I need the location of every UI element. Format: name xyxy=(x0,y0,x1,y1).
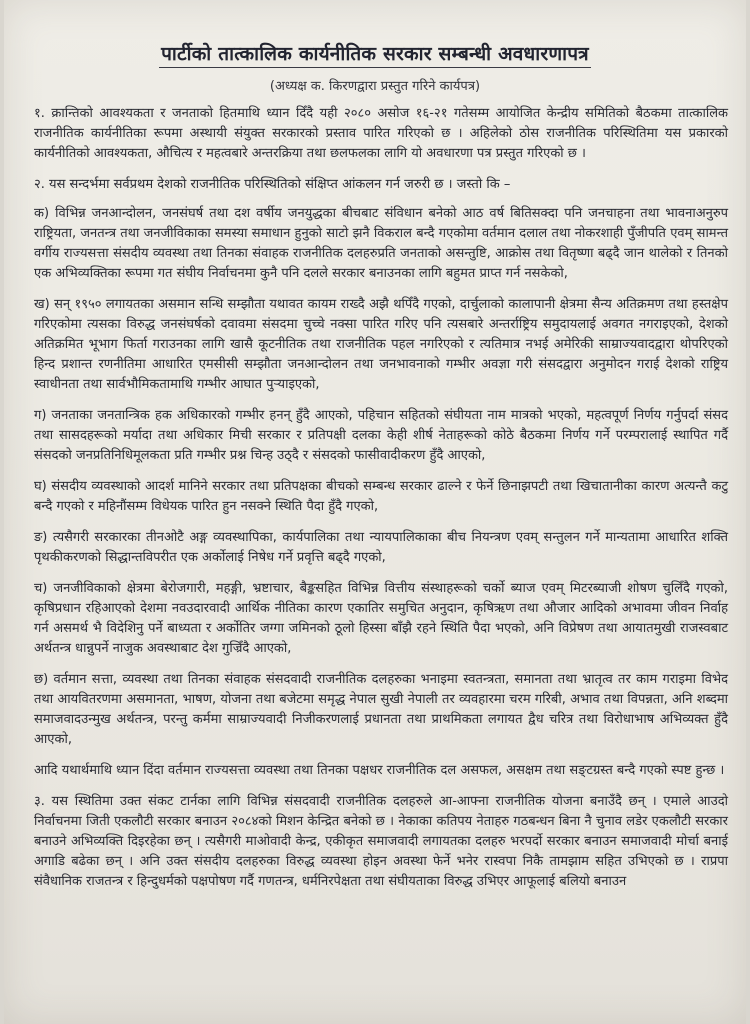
paragraph-gha: घ) संसदीय व्यवस्थाको आदर्श मानिने सरकार तथा प्रतिपक्षका बीचको सम्बन्ध सरकार ढाल्ने र फेर्ने छिनाझपटी तथा खिचातानीका कारण अत्यन्तै कटु बन्दै गएको र महिनौंसम्म विधेयक पारित हुन नसक्ने स्थिति पैदा हुँदै गएको, xyxy=(34,479,728,514)
paragraph-kha: ख) सन् १९५० लगायतका असमान सन्धि सम्झौता यथावत कायम राख्दै अझै थपिँदै गएको, दार्चुलाको कालापानी क्षेत्रमा सैन्य अतिक्रमण तथा हस्तक्षेप गरिएकोमा त्यसका विरुद्ध जनसंघर्षको दवावमा संसदमा चुच्चे नक्सा पारित गरिए पनि त्यसबारे अन्तर्राष्ट्रिय समुदायलाई अवगत नगराइएको, देशको अतिक्रमित भूभाग फिर्ता गराउनका लागि खासै कूटनीतिक तथा राजनीतिक पहल नगरिएको र त्यतिमात्र नभई अमेरिकी साम्राज्यवादद्वारा थोपरिएको हिन्द प्रशान्त रणनीतिमा आधारित एमसीसी सम्झौता जनआन्दोलन तथा जनभावनाको गम्भीर अवज्ञा गरी संसदद्वारा अनुमोदन गराई देशको राष्ट्रिय स्वाधीनता तथा सार्वभौमिकतामाथि गम्भीर आघात पुऱ्याइएको, xyxy=(34,297,728,392)
paragraph-1: १. क्रान्तिको आवश्यकता र जनताको हितमाथि ध्यान दिँदै यही २०८० असोज १६-२१ गतेसम्म आयोजित केन्द्रीय समितिको बैठकमा तात्कालिक राजनीतिक कार्यनीतिका रूपमा अस्थायी संयुक्त सरकारको प्रस्ताव पारित गरिएको छ । अहिलेको ठोस राजनीतिक परिस्थितिमा यस प्रकारको कार्यनीतिको आवश्यकता, औचित्य र महत्वबारे अन्तरक्रिया तथा छलफलका लागि यो अवधारणा पत्र प्रस्तुत गरिएको छ । xyxy=(34,106,728,161)
paragraph-2: २. यस सन्दर्भमा सर्वप्रथम देशको राजनीतिक परिस्थितिको संक्षिप्त आंकलन गर्न जरुरी छ । जस्तो कि – xyxy=(34,177,511,192)
paragraph-nga: ङ) त्यसैगरी सरकारका तीनओटै अङ्ग व्यवस्थापिका, कार्यपालिका तथा न्यायपालिकाका बीच नियन्त्रण एवम् सन्तुलन गर्ने मान्यतामा आधारित शक्ति पृथकीकरणको सिद्धान्तविपरीत एक अर्कोलाई निषेध गर्ने प्रवृत्ति बढ्दै गएको, xyxy=(34,530,728,565)
paragraph-conclusion: आदि यथार्थमाथि ध्यान दिंदा वर्तमान राज्यसत्ता व्यवस्था तथा तिनका पक्षधर राजनीतिक दल असफल, असक्षम तथा सङ्टग्रस्त बन्दै गएको स्पष्ट हुन्छ । xyxy=(34,763,725,778)
document-subtitle: (अध्यक्ष क. किरणद्वारा प्रस्तुत गरिने कार्यपत्र) xyxy=(269,79,481,94)
paragraph-ga: ग) जनताका जनतान्त्रिक हक अधिकारको गम्भीर हनन् हुँदै आएको, पहिचान सहितको संघीयता नाम मात्रको भएको, महत्वपूर्ण निर्णय गर्नुपर्दा संसद तथा सासदहरूको मर्यादा तथा अधिकार मिची सरकार र प्रतिपक्षी दलका केही शीर्ष नेताहरूको कोठे बैठकमा निर्णय गर्ने परम्परालाई स्थापित गर्दै संसदको जनप्रतिनिधिमूलकता प्रति गम्भीर प्रश्न चिन्ह उठ्दै र संसदको फासीवादीकरण हुँदै आएको, xyxy=(34,408,728,463)
paragraph-cha: च) जनजीविकाको क्षेत्रमा बेरोजगारी, महङ्गी, भ्रष्टाचार, बैङ्कसहित विभिन्न वित्तीय संस्थाहरूको चर्को ब्याज एवम् मिटरब्याजी शोषण चुलिँदै गएको, कृषिप्रधान रहिआएको देशमा नवउदारवादी आर्थिक नीतिका कारण एकातिर समुचित अनुदान, कृषिऋण तथा औजार आदिको अभावमा जीवन निर्वाह गर्न असमर्थ भै विदेशिनु पर्ने बाध्यता र अर्कोतिर जग्गा जमिनको ठूलो हिस्सा बाँझै रहने स्थिति पैदा भएको, अनि विप्रेषण तथा आयातमुखी राजस्वबाट अर्थतन्त्र धान्नुपर्ने नाजुक अवस्थाबाट देश गुज्रिँदै आएको, xyxy=(34,581,728,656)
paragraph-ka: क) विभिन्न जनआन्दोलन, जनसंघर्ष तथा दश वर्षीय जनयुद्धका बीचबाट संविधान बनेको आठ वर्ष बितिसक्दा पनि जनचाहना तथा भावनाअनुरुप राष्ट्रियता, जनतन्त्र तथा जनजीविकाका समस्या समाधान हुनुको साटो झनै विकराल बन्दै गएकोमा वर्तमान दलाल तथा नोकरशाही पुँजीपति एवम् सामन्त वर्गीय राज्यसत्ता संसदीय व्यवस्था तथा तिनका संवाहक राजनीतिक दलहरुप्रति जनताको असन्तुष्टि, आक्रोस तथा वितृष्णा बढ्दै जान थालेको र तिनको एक अभिव्यक्तिका रूपमा गत संघीय निर्वाचनमा कुनै पनि दलले सरकार बनाउनका लागि बहुमत प्राप्त गर्न नसकेको, xyxy=(34,206,728,281)
paragraph-chha: छ) वर्तमान सत्ता, व्यवस्था तथा तिनका संवाहक संसदवादी राजनीतिक दलहरुका भनाइमा स्वतन्त्रता, समानता तथा भ्रातृत्व तर काम गराइमा विभेद तथा आयवितरणमा असमानता, भाषण, योजना तथा बजेटमा समृद्ध नेपाल सुखी नेपाली तर व्यवहारमा चरम गरिबी, अभाव तथा विपन्नता, अनि शब्दमा समाजवादउन्मुख अर्थतन्त्र, परन्तु कर्ममा साम्राज्यवादी निजीकरणलाई प्रधानता तथा प्राथमिकता लगायत द्वैध चरित्र तथा विरोधाभाष अभिव्यक्त हुँदै आएको, xyxy=(34,672,728,747)
paragraph-3: ३. यस स्थितिमा उक्त संकट टार्नका लागि विभिन्न संसदवादी राजनीतिक दलहरुले आ-आफ्ना राजनीतिक योजना बनाउँदै छन् । एमाले आउदो निर्वाचनमा जिती एकलौटी सरकार बनाउन २०८४को मिशन केन्द्रित बनेको छ । नेकाका कतिपय नेताहरु गठबन्धन बिना नै चुनाव लडेर एकलौटी सरकार बनाउने अभिव्यक्ति दिइरहेका छन् । त्यसैगरी माओवादी केन्द्र, एकीकृत समाजवादी लगायतका दलहरु भरपर्दो सरकार बनाउन समाजवादी मोर्चा बनाई अगाडि बढेका छन् । अनि उक्त संसदीय दलहरुका विरुद्ध व्यवस्था होइन अवस्था फेर्ने भनेर रास्वपा निकै तामझाम सहित उभिएको छ । राप्रपा संवैधानिक राजतन्त्र र हिन्दुधर्मको पक्षपोषण गर्दै गणतन्त्र, धर्मनिरपेक्षता तथा संघीयताका विरुद्ध उभिएर आफूलाई बलियो बनाउन xyxy=(34,794,728,889)
document-page xyxy=(4,0,746,1024)
document-title: पार्टीको तात्कालिक कार्यनीतिक सरकार सम्बन्धी अवधारणापत्र xyxy=(4,40,746,66)
document-body xyxy=(4,104,746,892)
